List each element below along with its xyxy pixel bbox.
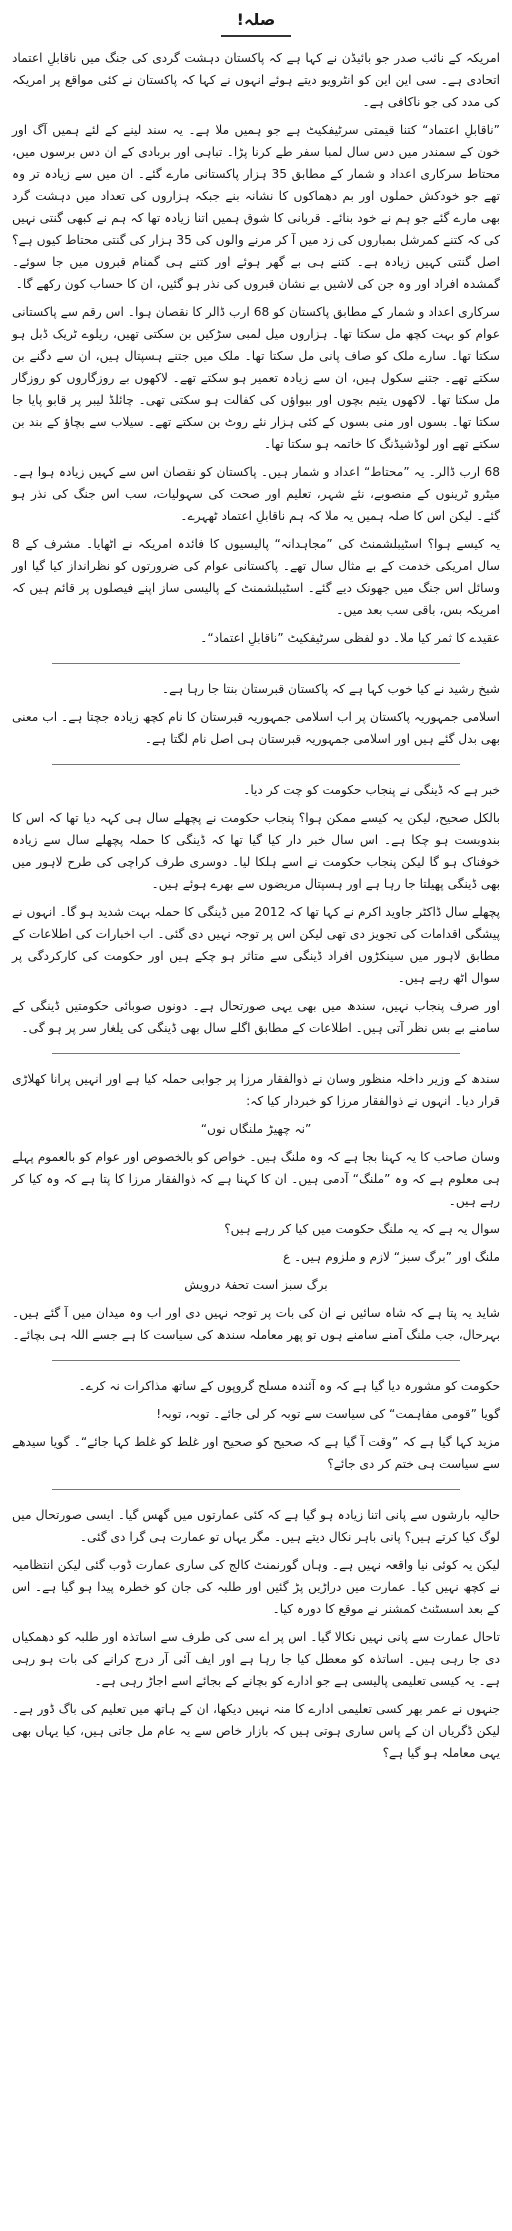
- paragraph: ”ناقابلِ اعتماد“ کتنا قیمتی سرٹیفکیٹ ہے جو ہمیں ملا ہے۔ یہ سند لینے کے لئے ہمیں آگ اور خون کے سمندر میں دس سال لمبا سفر طے کرنا پڑا۔ تباہی اور بربادی کے ان دس برسوں میں، محتاط سرکاری اعداد و شمار کے مطابق 35 ہزار پاکستانی مارے گئے۔ ان میں سے زیادہ تر وہ تھے جو خودکش حملوں اور بم دھماکوں کا نشانہ بنے جبکہ ہزاروں کی تعداد میں دہشت گرد بھی مارے گئے جو ہم نے خود بنائے۔ قربانی کا شوق ہمیں اتنا زیادہ تھا کہ ہم نے کبھی گنتی نہیں کی کہ کتنے کمرشل بمباروں کی زد میں آ کر مرنے والوں کی 35 ہزار کی گنتی محتاط کیوں ہے؟ اصل گنتی کہیں زیادہ ہے۔ کتنے ہی بے گھر ہوئے اور کتنے ہی گمنام قبروں میں جا سوئے۔ گمشدہ افراد اور وہ جن کی لاشیں بے نشان قبروں کی نذر ہو گئیں، ان کا حساب کون رکھے گا۔: [12, 123, 500, 291]
- paragraph: جنہوں نے عمر بھر کسی تعلیمی ادارے کا منہ نہیں دیکھا، ان کے ہاتھ میں تعلیم کی باگ ڈور ہے۔ لیکن ڈگریاں ان کے پاس ساری ہوتی ہیں کہ بازار خاص سے یہ عام مل جاتی ہیں، کیا یہاں بھی یہی معاملہ ہو گیا ہے؟: [12, 1702, 500, 1760]
- paragraph: عقیدے کا ثمر کیا ملا۔ دو لفظی سرٹیفکیٹ ”ناقابلِ اعتماد“۔: [200, 631, 500, 645]
- paragraph: پچھلے سال ڈاکٹر جاوید اکرم نے کہا تھا کہ 2012 میں ڈینگی کا حملہ بہت شدید ہو گا۔ انہوں نے پیشگی اقدامات کی تجویز دی تھی لیکن اس پر توجہ نہیں دی گئی۔ اب اخبارات کی اطلاعات کے مطابق لاہور میں سینکڑوں افراد ڈینگی سے متاثر ہو چکے ہیں اور حکومت کی کارکردگی پر سوال اٹھ رہے ہیں۔: [12, 905, 500, 985]
- section-negotiations: [12, 1375, 500, 1475]
- paragraph: مزید کہا گیا ہے کہ ”وقت آ گیا ہے کہ صحیح کو صحیح اور غلط کو غلط کہا جائے“۔ گویا سیدھے سے سیاست ہی ختم کر دی جائے؟: [12, 1435, 500, 1471]
- title-underline: [221, 35, 291, 37]
- paragraph: حکومت کو مشورہ دیا گیا ہے کہ وہ آئندہ مسلح گروپوں کے ساتھ مذاکرات نہ کرے۔: [78, 1379, 500, 1393]
- paragraph: 68 ارب ڈالر۔ یہ ”محتاط“ اعداد و شمار ہیں۔ پاکستان کو نقصان اس سے کہیں زیادہ ہوا ہے۔ میٹرو ٹرینوں کے منصوبے، نئے شہر، تعلیم اور صحت کی سہولیات، سب اس جنگ کی نذر ہو گئے۔ لیکن اس کا صلہ ہمیں یہ ملا کہ ہم ناقابلِ اعتماد ٹھہرے۔: [12, 465, 500, 523]
- section-divider: [52, 663, 460, 664]
- paragraph: اسلامی جمہوریہ پاکستان پر اب اسلامی جمہوریہ قبرستان کا نام کچھ زیادہ جچتا ہے۔ اب معنی بھی بدل گئے ہیں اور اسلامی جمہوریہ قبرستان ہی اصل نام لگتا ہے۔: [12, 710, 500, 746]
- paragraph: یہ کیسے ہوا؟ اسٹیبلشمنٹ کی ”مجاہدانہ“ پالیسیوں کا فائدہ امریکہ نے اٹھایا۔ مشرف کے 8 سال امریکی خدمت کے بے مثال سال تھے۔ پاکستانی عوام کی ضرورتوں کو نظرانداز کیا گیا اور وسائل اس جنگ میں جھونک دیے گئے۔ اسٹیبلشمنٹ کے پالیسی ساز اپنے فیصلوں پر قائم ہیں کہ امریکہ بس، باقی سب بعد میں۔: [12, 537, 500, 617]
- section-divider: [52, 1360, 460, 1361]
- section-divider: [52, 1489, 460, 1490]
- section-sheikh-rasheed: [12, 678, 500, 750]
- paragraph: گویا ”قومی مفاہمت“ کی سیاست سے توبہ کر لی جائے۔ توبہ، توبہ!: [156, 1407, 500, 1421]
- paragraph: وسان صاحب کا یہ کہنا بجا ہے کہ وہ ملنگ ہیں۔ خواص کو بالخصوص اور عوام کو بالعموم پہلے ہی معلوم ہے کہ وہ ”ملنگ“ آدمی ہیں۔ ان کا کہنا ہے کہ ذوالفقار مرزا کا پتا ہے کہ وہ کیا کر رہے ہیں۔: [12, 1150, 500, 1208]
- paragraph: تاحال عمارت سے پانی نہیں نکالا گیا۔ اس پر اے سی کی طرف سے اساتذہ اور طلبہ کو دھمکیاں دی جا رہی ہیں۔ اساتذہ کو معطل کیا جا رہا ہے اور ایف آئی آر درج کرانے کی بات ہو رہی ہے۔ یہ کیسی تعلیمی پالیسی ہے جو ادارے کو بچانے کے بجائے اسے اجاڑ رہی ہے۔: [12, 1630, 500, 1688]
- section-biden: [12, 47, 500, 649]
- paragraph: شاید یہ پتا ہے کہ شاہ سائیں نے ان کی بات پر توجہ نہیں دی اور اب وہ میدان میں آ گئے ہیں۔ بہرحال، جب ملنگ آمنے سامنے ہوں تو پھر معاملہ سندھ کی سیاست کا ہے جسے اللہ ہی بچائے۔: [12, 1306, 500, 1342]
- paragraph: سرکاری اعداد و شمار کے مطابق پاکستان کو 68 ارب ڈالر کا نقصان ہوا۔ اس رقم سے پاکستانی عوام کو بہت کچھ مل سکتا تھا۔ ہزاروں میل لمبی سڑکیں بن سکتی تھیں، ریلوے ٹریک ڈبل ہو سکتا تھا۔ سارے ملک کو صاف پانی مل سکتا تھا۔ ملک میں جتنے ہسپتال ہیں، ان سے دگنے بن سکتے تھے۔ جتنے سکول ہیں، ان سے زیادہ تعمیر ہو سکتے تھے۔ لاکھوں بے روزگاروں کو روزگار مل سکتا تھا۔ لاکھوں یتیم بچوں اور بیواؤں کی کفالت ہو سکتی تھی۔ چائلڈ لیبر پر قابو پایا جا سکتا تھا۔ بسوں اور منی بسوں کے کئی ہزار نئے روٹ بن سکتے تھے۔ سیلاب سے بچاؤ کے بند بن سکتے تھے اور لوڈشیڈنگ کا خاتمہ ہو سکتا تھا۔: [12, 305, 500, 451]
- paragraph: خبر ہے کہ ڈینگی نے پنجاب حکومت کو چت کر دیا۔: [243, 783, 500, 797]
- verse-line: برگ سبز است تحفۂ درویش: [184, 1278, 328, 1292]
- section-divider: [52, 1053, 460, 1054]
- paragraph: شیخ رشید نے کیا خوب کہا ہے کہ پاکستان قبرستان بنتا جا رہا ہے۔: [162, 682, 500, 696]
- paragraph: بالکل صحیح، لیکن یہ کیسے ممکن ہوا؟ پنجاب حکومت نے پچھلے سال ہی کہہ دیا تھا کہ اس کا بندوبست ہو چکا ہے۔ اس سال خبر دار کیا گیا تھا کہ ڈینگی کا حملہ پچھلے سال سے زیادہ خوفناک ہو گا لیکن پنجاب حکومت نے اسے ہلکا لیا۔ دوسری طرف کراچی کی طرح لاہور میں بھی ڈینگی پھیلتا جا رہا ہے اور ہسپتال مریضوں سے بھرے ہوئے ہیں۔: [12, 811, 500, 891]
- section-divider: [52, 764, 460, 765]
- section-sindh-minister: [12, 1068, 500, 1346]
- article-title: صلہ!: [236, 10, 276, 29]
- paragraph: سندھ کے وزیر داخلہ منظور وسان نے ذوالفقار مرزا پر جوابی حملہ کیا ہے اور انہیں پرانا کھلاڑی قرار دیا۔ انہوں نے ذوالفقار مرزا کو خبردار کیا کہ:: [12, 1072, 500, 1108]
- paragraph: اور صرف پنجاب نہیں، سندھ میں بھی یہی صورتحال ہے۔ دونوں صوبائی حکومتیں ڈینگی کے سامنے بے بس نظر آتی ہیں۔ اطلاعات کے مطابق اگلے سال بھی ڈینگی کی یلغار سر پر ہو گی۔: [12, 999, 500, 1035]
- section-college: [12, 1504, 500, 1764]
- section-dengue: [12, 779, 500, 1039]
- paragraph: سوال یہ ہے کہ یہ ملنگ حکومت میں کیا کر رہے ہیں؟: [224, 1222, 500, 1236]
- paragraph: ملنگ اور ”برگ سبز“ لازم و ملزوم ہیں۔ ع: [282, 1250, 500, 1264]
- quote-line: ”نہ چھیڑ ملنگاں نوں“: [200, 1122, 312, 1136]
- paragraph: لیکن یہ کوئی نیا واقعہ نہیں ہے۔ وہاں گورنمنٹ کالج کی ساری عمارت ڈوب گئی لیکن انتظامیہ نے کچھ نہیں کیا۔ عمارت میں دراڑیں پڑ گئیں اور طلبہ کی جان کو خطرہ پیدا ہو گیا ہے۔ اس کے بعد اسسٹنٹ کمشنر نے موقع کا دورہ کیا۔: [12, 1558, 500, 1616]
- paragraph: امریکہ کے نائب صدر جو بائیڈن نے کہا ہے کہ پاکستان دہشت گردی کی جنگ میں ناقابلِ اعتماد اتحادی ہے۔ سی این این کو انٹرویو دیتے ہوئے انہوں نے کہا کہ پاکستان نے کئی مواقع پر امریکہ کی مدد کی جو ناکافی ہے۔: [12, 51, 500, 109]
- paragraph: حالیہ بارشوں سے پانی اتنا زیادہ ہو گیا ہے کہ کئی عمارتوں میں گھس گیا۔ ایسی صورتحال میں لوگ کیا کرتے ہیں؟ پانی باہر نکال دیتے ہیں۔ مگر یہاں تو عمارت ہی گرا دی گئی۔: [12, 1508, 500, 1544]
